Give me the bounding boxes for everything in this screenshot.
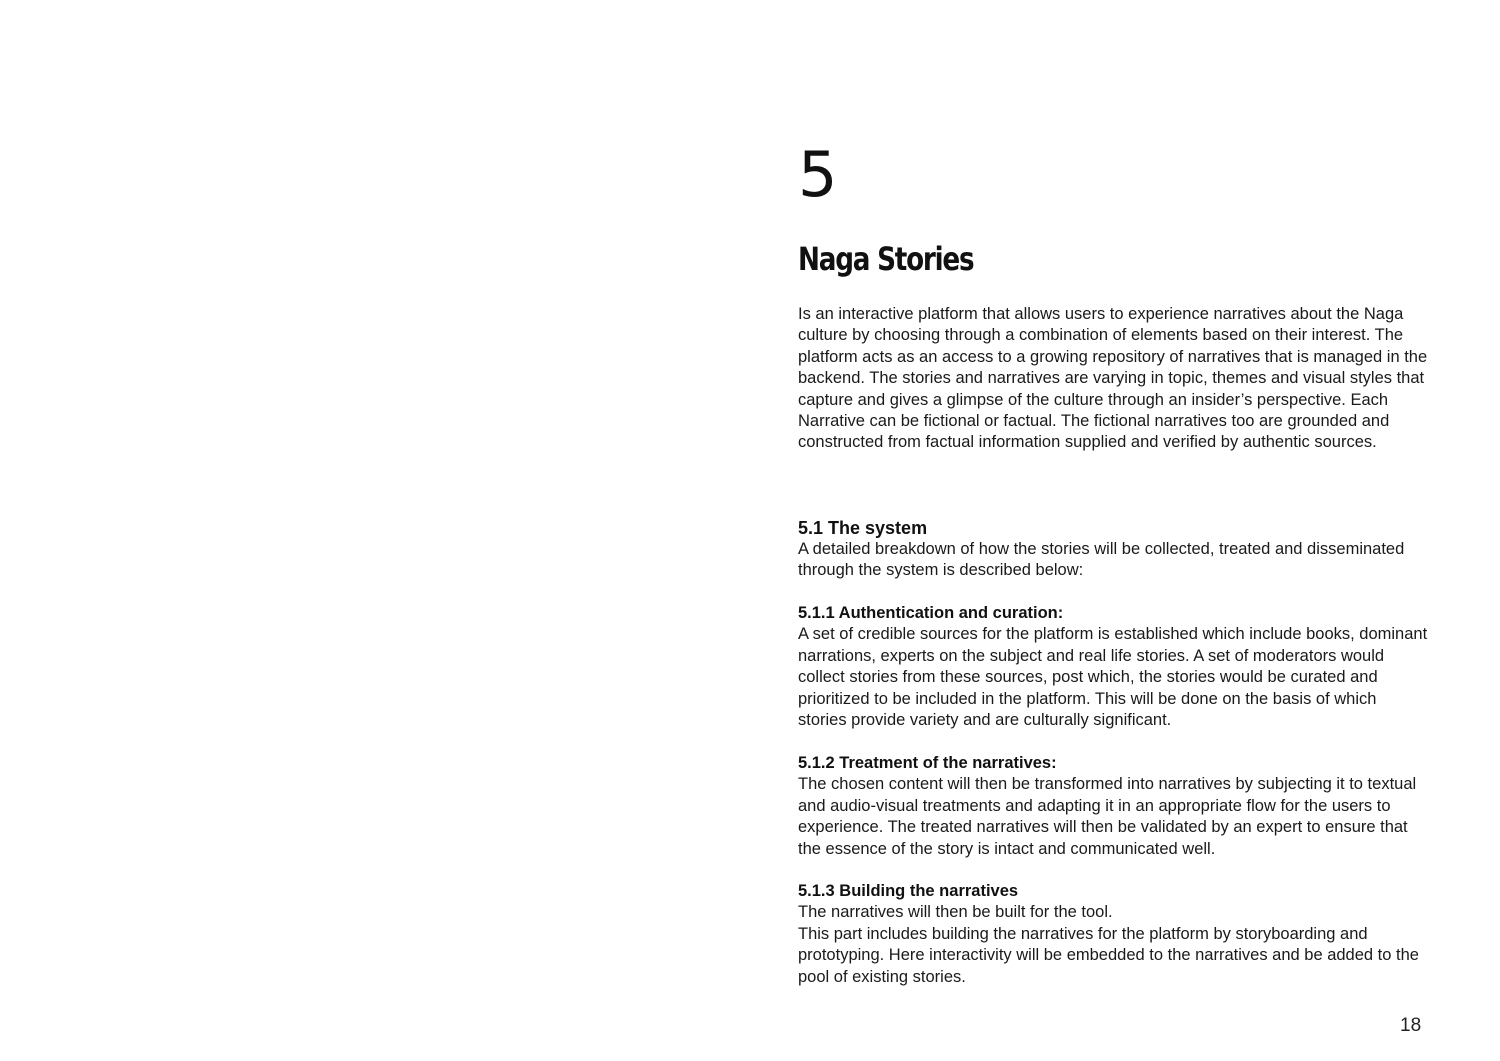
section-heading-system: 5.1 The system <box>798 518 928 538</box>
page-number: 18 <box>1400 1015 1422 1036</box>
section-text-system: A detailed breakdown of how the stories will be collected, treated and disseminated through the system is described below: <box>798 540 1405 580</box>
section-text-treatment: The chosen content will then be transformed into narratives by subjecting it to textual and audio-visual treatments and adapting it in an appropriate flow for the users to experience. The treated narratives will then be validated by an expert to ensure that the essence of the story is intact and communicated well. <box>798 775 1417 858</box>
chapter-number: 5 <box>798 138 838 211</box>
section-system <box>798 517 1438 582</box>
right-page <box>798 0 1438 1061</box>
section-building <box>798 881 1438 988</box>
section-treatment <box>798 753 1438 860</box>
section-heading-authentication: 5.1.1 Authentication and curation: <box>798 604 1064 622</box>
section-text-authentication: A set of credible sources for the platform is established which include books, dominant narrations, experts on the subject and real life stories. A set of moderators would collect stories from these sources, post which, the stories would be curated and prioritized to be included in the platform. This will be done on the basis of which stories provide variety and are culturally significant. <box>798 625 1428 730</box>
section-heading-building: 5.1.3 Building the narratives <box>798 882 1019 900</box>
section-authentication <box>798 603 1438 731</box>
intro-paragraph: Is an interactive platform that allows users to experience narratives about the Naga culture by choosing through a combination of elements based on their interest. The platform acts as an access to a growing repository of narratives that is managed in the backend. The stories and narratives are varying in topic, themes and visual styles that capture and gives a glimpse of the culture through an insider’s perspective. Each Narrative can be fictional or factual. The fictional narratives too are grounded and constructed from factual information supplied and verified by authentic sources. <box>798 305 1428 452</box>
section-heading-treatment: 5.1.2 Treatment of the narratives: <box>798 754 1057 772</box>
section-text-building-line2: This part includes building the narratives for the platform by storyboarding and prototyping. Here interactivity will be embedded to the narratives and be added to the pool of existing stories. <box>798 924 1419 986</box>
section-text-building-line1: The narratives will then be built for the tool. <box>798 903 1113 922</box>
chapter-title: Naga Stories <box>798 240 974 278</box>
